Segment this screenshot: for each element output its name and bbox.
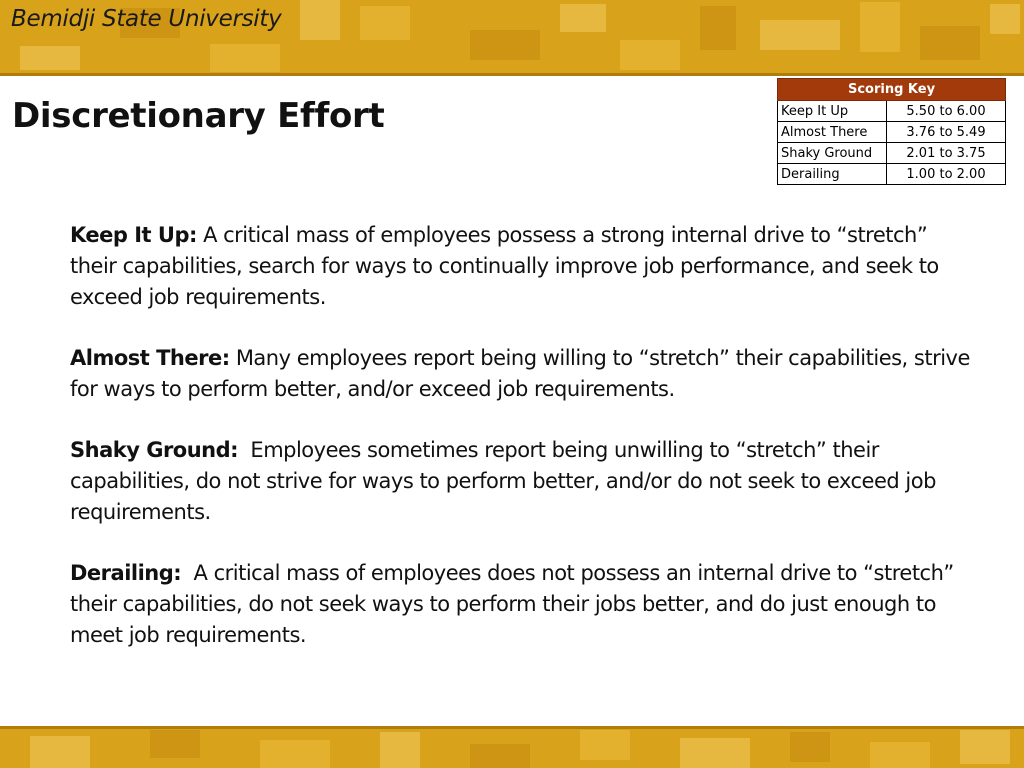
key-range: 3.76 to 5.49 <box>887 122 1006 143</box>
footer-band <box>0 726 1024 768</box>
definition-term: Almost There: <box>70 346 230 370</box>
slide-title: Discretionary Effort <box>12 96 385 136</box>
definition-derailing <box>70 558 970 651</box>
key-range: 2.01 to 3.75 <box>887 143 1006 164</box>
definitions <box>70 220 970 681</box>
key-range: 5.50 to 6.00 <box>887 101 1006 122</box>
key-label: Derailing <box>778 164 887 185</box>
header-band <box>0 0 1024 76</box>
definition-term: Keep It Up: <box>70 223 197 247</box>
definition-text: A critical mass of employees possess a strong internal drive to “stretch” their capabilities, search for ways to continually improve job performance, and seek to exceed job requirements. <box>70 223 939 309</box>
scoring-key-table <box>777 78 1006 185</box>
key-label: Almost There <box>778 122 887 143</box>
table-row <box>778 164 1006 185</box>
definition-keep-it-up <box>70 220 970 313</box>
key-label: Keep It Up <box>778 101 887 122</box>
table-row <box>778 143 1006 164</box>
definition-term: Shaky Ground: <box>70 438 239 462</box>
key-range: 1.00 to 2.00 <box>887 164 1006 185</box>
scoring-key-heading: Scoring Key <box>778 79 1006 101</box>
definition-text: A critical mass of employees does not possess an internal drive to “stretch” their capabilities, do not seek ways to perform their jobs better, and do just enough to meet job requirements. <box>70 561 954 647</box>
table-row <box>778 122 1006 143</box>
definition-almost-there <box>70 343 970 405</box>
definition-shaky-ground <box>70 435 970 528</box>
definition-text: Many employees report being willing to “stretch” their capabilities, strive for ways to perform better, and/or exceed job requirements. <box>70 346 970 401</box>
definition-text: Employees sometimes report being unwilling to “stretch” their capabilities, do not strive for ways to perform better, and/or do not seek to exceed job requirements. <box>70 438 936 524</box>
key-label: Shaky Ground <box>778 143 887 164</box>
definition-term: Derailing: <box>70 561 182 585</box>
table-row <box>778 101 1006 122</box>
university-name: Bemidji State University <box>11 6 282 32</box>
